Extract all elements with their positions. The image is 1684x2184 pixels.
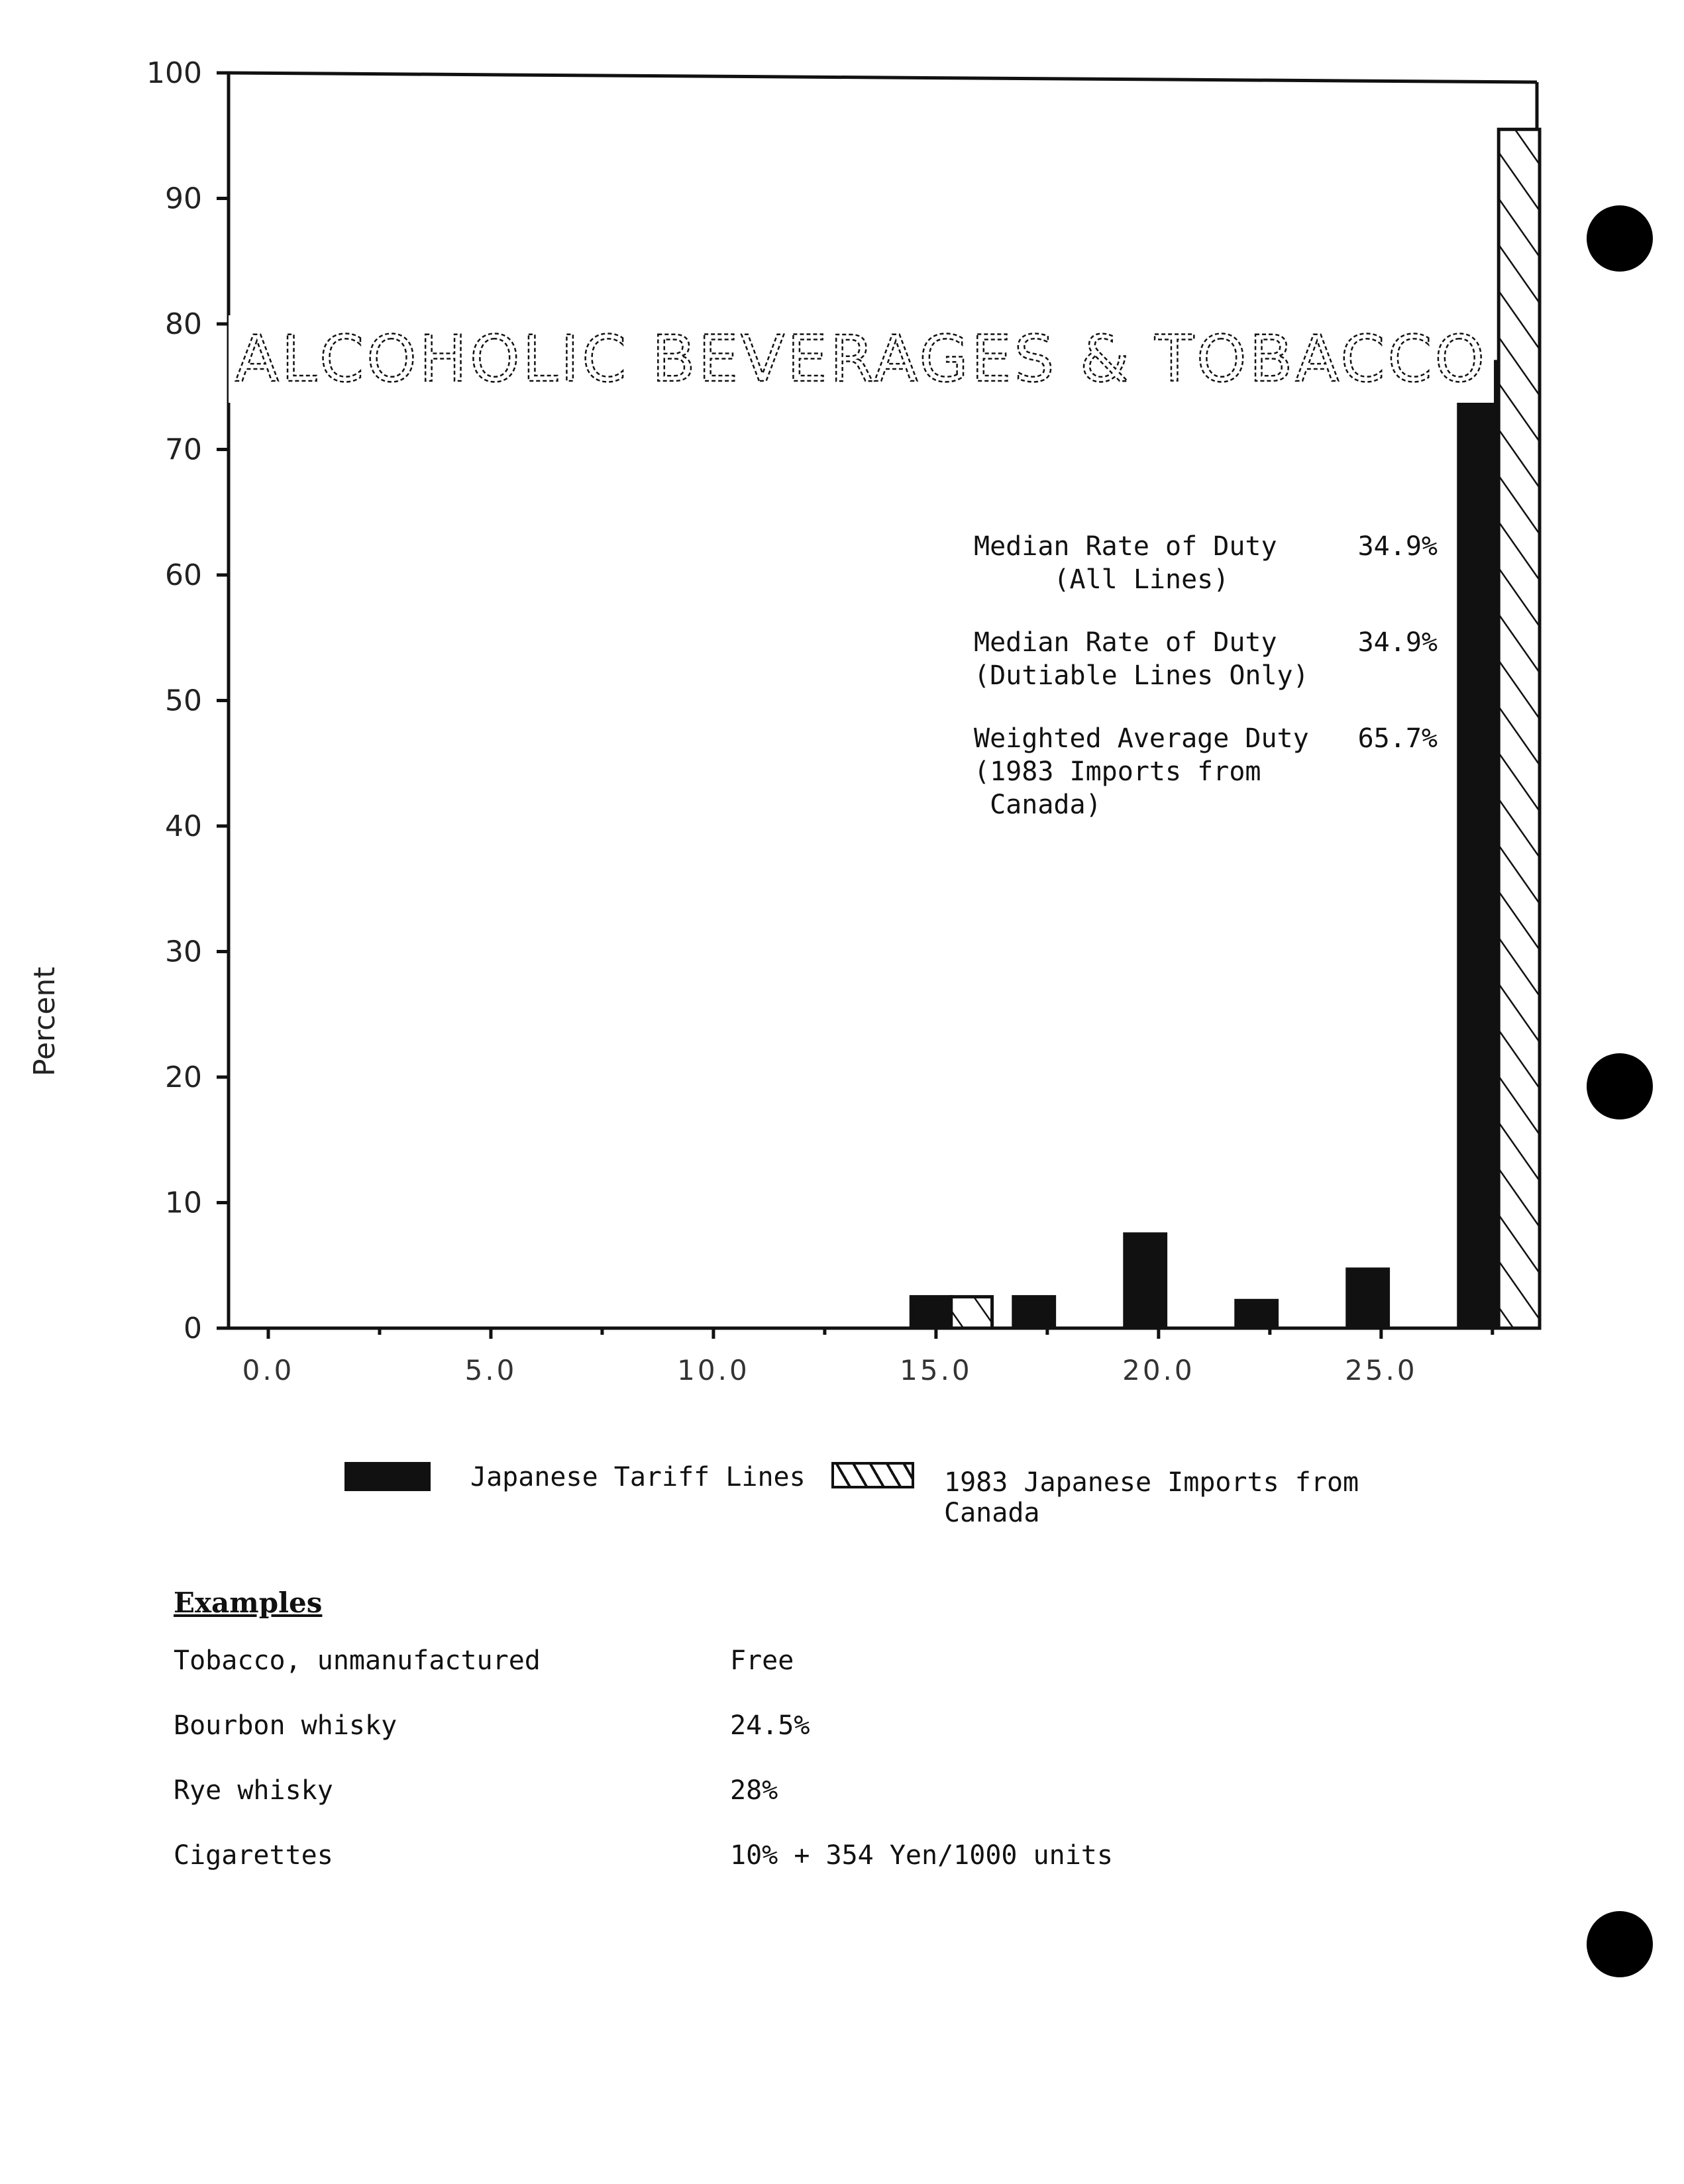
y-tick-label: 20 xyxy=(165,1061,202,1094)
x-axis xyxy=(242,1328,1493,1386)
example-item: Tobacco, unmanufactured xyxy=(174,1645,541,1676)
examples-heading: Examples xyxy=(174,1586,323,1619)
legend-swatch-hatched xyxy=(831,1462,914,1488)
y-tick-label: 40 xyxy=(165,809,202,843)
stat-value: 34.9% xyxy=(1357,531,1438,562)
y-tick-label: 30 xyxy=(165,935,202,969)
example-row xyxy=(174,1710,1234,1775)
stat-value: 65.7% xyxy=(1357,723,1438,754)
bar-tariff-lines xyxy=(1347,1269,1389,1328)
binder-hole xyxy=(1587,1053,1653,1119)
y-tick-label: 90 xyxy=(165,182,202,216)
x-tick-label: 15.0 xyxy=(900,1354,973,1386)
stat-label: Weighted Average Duty xyxy=(974,723,1309,754)
stat-value: 34.9% xyxy=(1357,627,1438,658)
example-item: Rye whisky xyxy=(174,1775,333,1806)
y-tick-label: 50 xyxy=(165,684,202,718)
bar-tariff-lines xyxy=(1236,1300,1277,1328)
bar-tariff-lines xyxy=(1014,1297,1055,1328)
stat-label: Median Rate of Duty xyxy=(974,531,1277,562)
example-row xyxy=(174,1840,1234,1905)
stat-weighted-average xyxy=(974,722,1438,821)
stat-median-dutiable xyxy=(974,626,1438,692)
x-tick-label: 20.0 xyxy=(1122,1354,1195,1386)
bar-tariff-lines xyxy=(911,1297,952,1328)
example-item: Bourbon whisky xyxy=(174,1710,397,1741)
frame-top xyxy=(229,73,1537,82)
stat-sub: (Dutiable Lines Only) xyxy=(974,660,1309,691)
y-tick-label: 70 xyxy=(165,433,202,467)
example-row xyxy=(174,1645,1234,1710)
example-rate: Free xyxy=(730,1645,794,1676)
legend xyxy=(344,1454,1471,1540)
y-tick-label: 0 xyxy=(184,1312,202,1345)
binder-hole xyxy=(1587,205,1653,272)
y-axis xyxy=(146,56,229,1345)
x-tick-label: 25.0 xyxy=(1345,1354,1418,1386)
y-tick-label: 60 xyxy=(165,558,202,592)
bar-imports-from-canada xyxy=(1499,129,1540,1328)
examples-section xyxy=(174,1586,1234,1905)
x-tick-label: 10.0 xyxy=(677,1354,750,1386)
binder-hole xyxy=(1587,1911,1653,1977)
x-tick-label: 0.0 xyxy=(242,1354,295,1386)
summary-stats xyxy=(974,530,1438,851)
y-tick-label: 10 xyxy=(165,1186,202,1220)
legend-label-imports: 1983 Japanese Imports from Canada xyxy=(944,1467,1359,1528)
stat-sub: (All Lines) xyxy=(974,564,1230,595)
example-rate: 10% + 354 Yen/1000 units xyxy=(730,1840,1113,1871)
bar-tariff-lines xyxy=(1125,1234,1166,1328)
bar-imports-from-canada xyxy=(951,1297,992,1328)
example-rate: 28% xyxy=(730,1775,778,1806)
legend-label-tariff-lines: Japanese Tariff Lines xyxy=(470,1462,806,1492)
stat-sub: (1983 Imports from Canada) xyxy=(974,756,1261,820)
y-tick-label: 100 xyxy=(146,56,202,90)
stat-label: Median Rate of Duty xyxy=(974,627,1277,658)
legend-swatch-solid xyxy=(344,1462,431,1491)
example-rate: 24.5% xyxy=(730,1710,810,1741)
bar-tariff-lines xyxy=(1459,362,1500,1328)
example-item: Cigarettes xyxy=(174,1840,333,1871)
stat-median-all xyxy=(974,530,1438,596)
chart-title: ALCOHOLIC BEVERAGES & TOBACCO xyxy=(235,322,1488,396)
y-tick-label: 80 xyxy=(165,307,202,341)
x-tick-label: 5.0 xyxy=(464,1354,517,1386)
example-row xyxy=(174,1775,1234,1840)
y-axis-label: Percent xyxy=(28,966,62,1076)
